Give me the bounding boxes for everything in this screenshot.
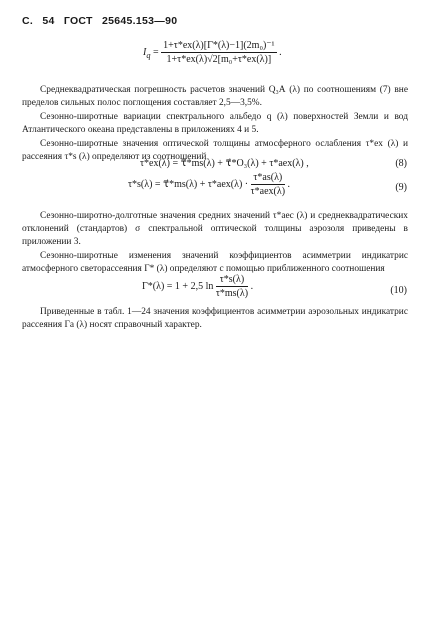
formula-iq: $I_q$ = $\frac{\text{1+τ*ex(λ)[Γ*(λ)−1](2m₀)⁻¹}}{\text{1+τ*ex(λ)√2[m₀+τ*ex(λ)]}}$ .	[143, 40, 282, 65]
paragraph-reference: Приведенные в табл. 1—24 значения коэффициентов асимметрии аэрозольных индикатрис рассеяния Γa (λ) носят справочный характер.	[22, 307, 408, 331]
equation-10-denominator: τ*ms(λ)	[215, 288, 249, 299]
standard-label: ГОСТ	[63, 15, 93, 27]
formula-numerator: 1+τ*ex(λ)[Γ*(λ)−1](2m₀)⁻¹	[163, 40, 275, 51]
paragraph-albedo: Сезонно-широтные вариации спектрального альбедо q (λ) поверхностей Земли и вод Атлантического океана представлены в приложениях 4 и 5.	[22, 112, 408, 136]
formula-lhs: I	[143, 46, 147, 58]
equation-8-number: (8)	[395, 158, 407, 169]
page-header	[22, 15, 183, 27]
equation-10-lhs: Γ*(λ) = 1 + 2,5 ln	[142, 280, 214, 292]
equation-10	[142, 274, 253, 299]
paragraph-optical-thickness: Сезонно-широтные значения оптической толщины атмосферного ослабления τ*ex (λ) и рассеяния τ*s (λ) определяют из соотношений	[22, 139, 408, 163]
equation-9-number: (9)	[395, 182, 407, 193]
equation-9-lhs: τ*s(λ) = τ⃗*ms(λ) + τ*aex(λ) ·	[128, 178, 249, 190]
equation-9-tail: .	[287, 178, 291, 190]
paragraph-accuracy: Среднеквадратическая погрешность расчетов значений Q₃А (λ) по соотношениям (7) вне пределов сильных полос поглощения составляет 2,5—3,5%.	[22, 85, 408, 109]
equation-9-numerator: τ*as(λ)	[251, 172, 285, 185]
page-letter: С.	[22, 15, 34, 27]
paragraph-asymmetry: Сезонно-широтные изменения значений коэффициентов асимметрии индикатрис атмосферного светорассеяния Γ* (λ) определяют с помощью приближенного соотношения	[22, 251, 408, 275]
formula-lhs-sub: q	[146, 50, 151, 60]
equation-10-tail: .	[250, 280, 254, 292]
equation-9	[128, 172, 290, 197]
formula-denominator: 1+τ*ex(λ)√2[m₀+τ*ex(λ)]	[166, 54, 272, 65]
equation-9-fraction	[251, 172, 285, 197]
formula-fraction	[161, 40, 276, 65]
equation-8: τ*ex(λ) = τ⃗*ms(λ) + τ⃗*O₃(λ) + τ*aex(λ) ,	[140, 158, 309, 169]
standard-number: 25645.153—90	[101, 15, 178, 27]
equation-10-number: (10)	[390, 285, 407, 296]
equation-9-denominator: τ*aex(λ)	[250, 186, 286, 197]
paragraph-aerosol: Сезонно-широтно-долготные значения средних значений τ*aec (λ) и среднеквадратических отклонений (стандартов) σ спектральной оптической толщины аэрозоля приведены в приложении 3.	[22, 211, 408, 248]
equation-10-numerator: τ*s(λ)	[216, 274, 248, 287]
equation-10-fraction	[216, 274, 248, 299]
page-number: 54	[42, 15, 55, 27]
